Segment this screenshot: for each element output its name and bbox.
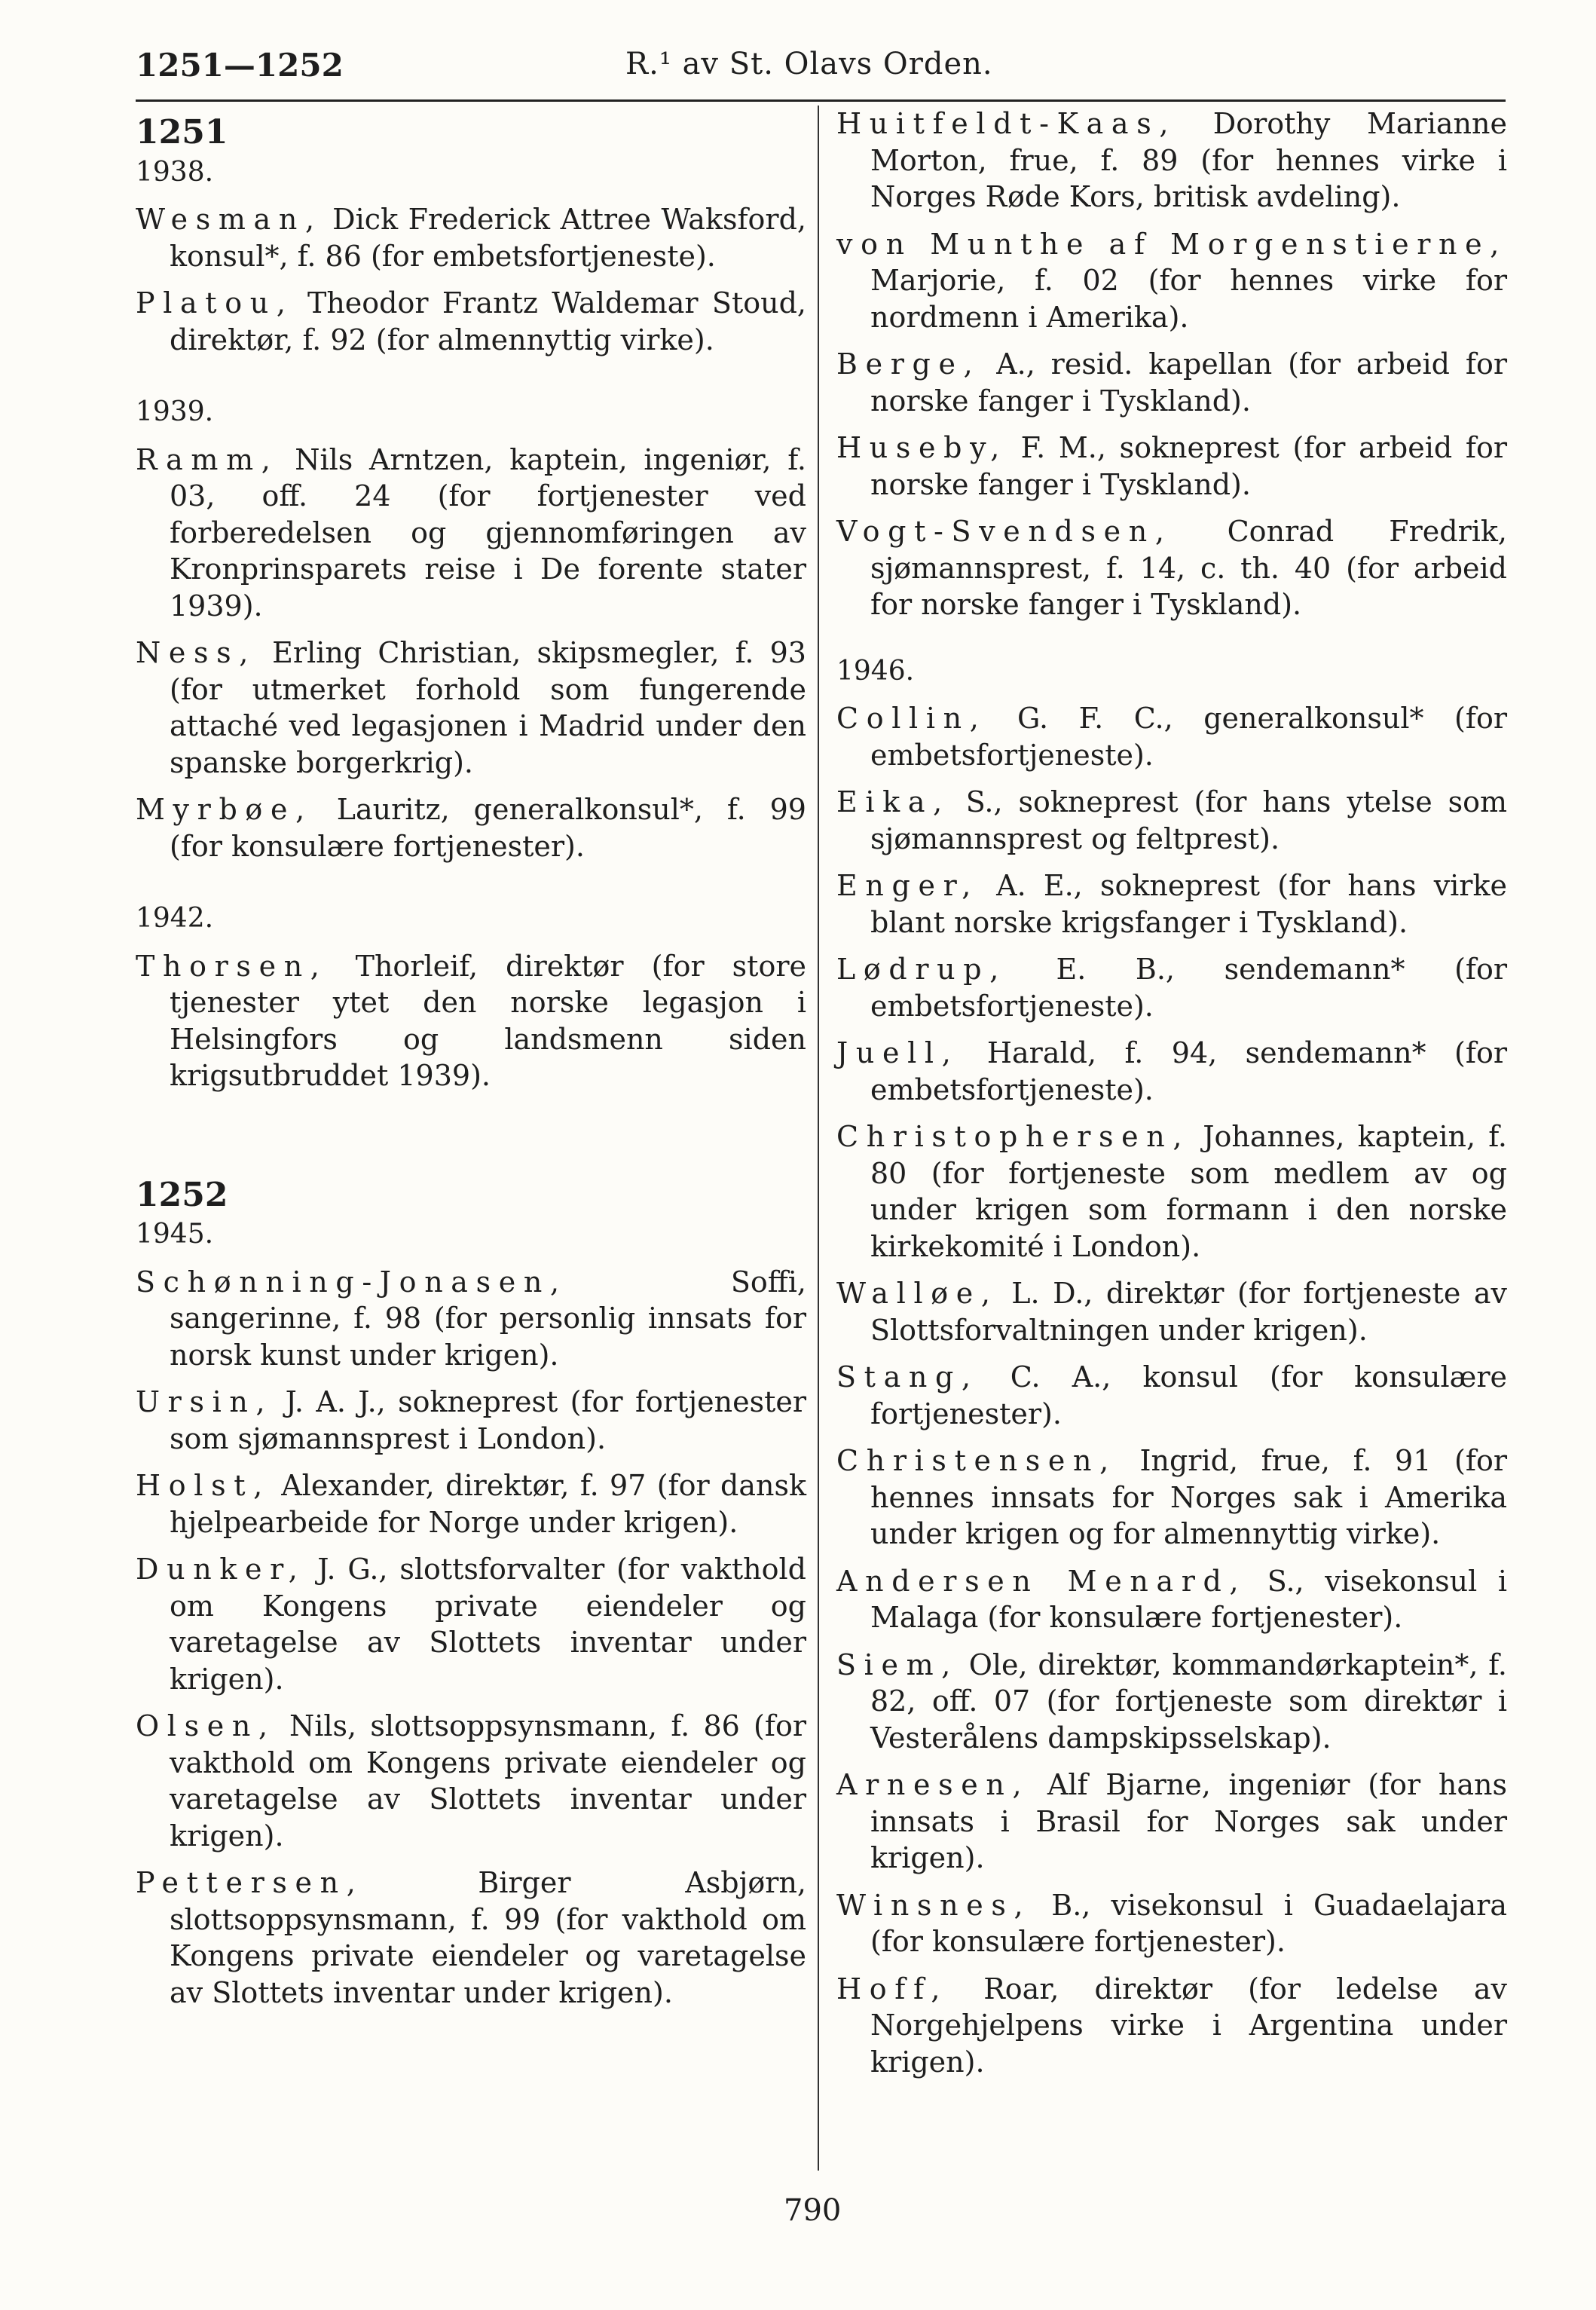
list-item: Holst, Alexander, direktør, f. 97 (for dansk hjelpearbeide for Norge under krigen). <box>136 1469 806 1539</box>
list-item: Pettersen, Birger Asbjørn, slottsoppsynsmann, f. 99 (for vakthold om Kongens private eiendeler og varetagelse av Slottets inventar under krigen). <box>136 1866 806 2009</box>
list-item: Hoff, Roar, direktør (for ledelse av Norgehjelpens virke i Argentina under krigen). <box>836 1972 1507 2079</box>
list-item: von Munthe af Morgenstierne, Marjorie, f. 02 (for hennes virke for nordmenn i Amerika). <box>836 227 1507 334</box>
header-page-range: 1251—1252 <box>136 47 344 84</box>
list-item: Ursin, J. A. J., sokneprest (for fortjenester som sjømannsprest i London). <box>136 1385 806 1455</box>
list-item: Huitfeldt-Kaas, Dorothy Marianne Morton, frue, f. 89 (for hennes virke i Norges Røde Kors, britisk avdeling). <box>836 107 1507 213</box>
list-item: Wesman, Dick Frederick Attree Waksford, konsul*, f. 86 (for embetsfortjeneste). <box>136 203 806 273</box>
year-heading: 1942. <box>136 903 214 934</box>
list-item: Thorsen, Thorleif, direktør (for store tjenester ytet den norske legasjon i Helsingfors og landsmenn siden krigsutbruddet 1939). <box>136 949 806 1092</box>
year-heading: 1939. <box>136 396 214 427</box>
list-item: Enger, A. E., sokneprest (for hans virke blant norske krigsfanger i Tyskland). <box>836 869 1507 939</box>
section-number: 1252 <box>136 1175 228 1214</box>
list-item: Olsen, Nils, slottsoppsynsmann, f. 86 (for vakthold om Kongens private eiendeler og varetagelse av Slottets inventar under krigen). <box>136 1709 806 1853</box>
column-divider <box>818 106 819 2171</box>
left-column <box>136 106 806 2021</box>
year-heading: 1945. <box>136 1219 214 1250</box>
list-item: Juell, Harald, f. 94, sendemann* (for embetsfortjeneste). <box>836 1036 1507 1106</box>
list-item: Walløe, L. D., direktør (for fortjeneste av Slottsforvaltningen under krigen). <box>836 1277 1507 1347</box>
page-number: 790 <box>784 2193 842 2228</box>
header-rule <box>136 99 1506 102</box>
list-item: Platou, Theodor Frantz Waldemar Stoud, direktør, f. 92 (for almennyttig virke). <box>136 286 806 356</box>
list-item: Christensen, Ingrid, frue, f. 91 (for hennes innsats for Norges sak i Amerika under krigen og for almennyttig virke). <box>836 1444 1507 1550</box>
list-item: Huseby, F. M., sokneprest (for arbeid for norske fanger i Tyskland). <box>836 431 1507 501</box>
list-item: Stang, C. A., konsul (for konsulære fortjenester). <box>836 1360 1507 1430</box>
list-item: Myrbøe, Lauritz, generalkonsul*, f. 99 (for konsulære fortjenester). <box>136 793 806 863</box>
list-item: Dunker, J. G., slottsforvalter (for vakthold om Kongens private eiendeler og varetagelse av Slottets inventar under krigen). <box>136 1553 806 1696</box>
list-item: Berge, A., resid. kapellan (for arbeid for norske fanger i Tyskland). <box>836 347 1507 418</box>
list-item: Vogt-Svendsen, Conrad Fredrik, sjømannsprest, f. 14, c. th. 40 (for arbeid for norske fanger i Tyskland). <box>836 515 1507 621</box>
year-heading: 1938. <box>136 156 214 188</box>
list-item: Arnesen, Alf Bjarne, ingeniør (for hans innsats i Brasil for Norges sak under krigen). <box>836 1768 1507 1874</box>
list-item: Winsnes, B., visekonsul i Guadaelajara (for konsulære fortjenester). <box>836 1888 1507 1958</box>
list-item: Collin, G. F. C., generalkonsul* (for embetsfortjeneste). <box>836 702 1507 772</box>
list-item: Schønning-Jonasen, Soffi, sangerinne, f. 98 (for personlig innsats for norsk kunst under krigen). <box>136 1265 806 1372</box>
list-item: Eika, S., sokneprest (for hans ytelse som sjømannsprest og feltprest). <box>836 785 1507 855</box>
list-item: Siem, Ole, direktør, kommandørkaptein*, f. 82, off. 07 (for fortjeneste som direktør i Vesterålens dampskipsselskap). <box>836 1648 1507 1755</box>
list-item: Christophersen, Johannes, kaptein, f. 80 (for fortjeneste som medlem av og under krigen som formann i den norske kirkekomité i London). <box>836 1120 1507 1263</box>
year-heading: 1946. <box>836 655 915 687</box>
page-header <box>136 47 1552 92</box>
list-item: Andersen Menard, S., visekonsul i Malaga (for konsulære fortjenester). <box>836 1564 1507 1634</box>
list-item: Ness, Erling Christian, skipsmegler, f. 93 (for utmerket forhold som fungerende attaché ved legasjonen i Madrid under den spanske borgerkrig). <box>136 636 806 779</box>
section-number: 1251 <box>136 113 228 151</box>
list-item: Lødrup, E. B., sendemann* (for embetsfortjeneste). <box>836 953 1507 1023</box>
right-column <box>836 106 1507 2091</box>
header-title: R.¹ av St. Olavs Orden. <box>625 47 993 81</box>
list-item: Ramm, Nils Arntzen, kaptein, ingeniør, f. 03, off. 24 (for fortjenester ved forberedelsen og gjennomføringen av Kronprinsparets reise i De forente stater 1939). <box>136 442 806 623</box>
